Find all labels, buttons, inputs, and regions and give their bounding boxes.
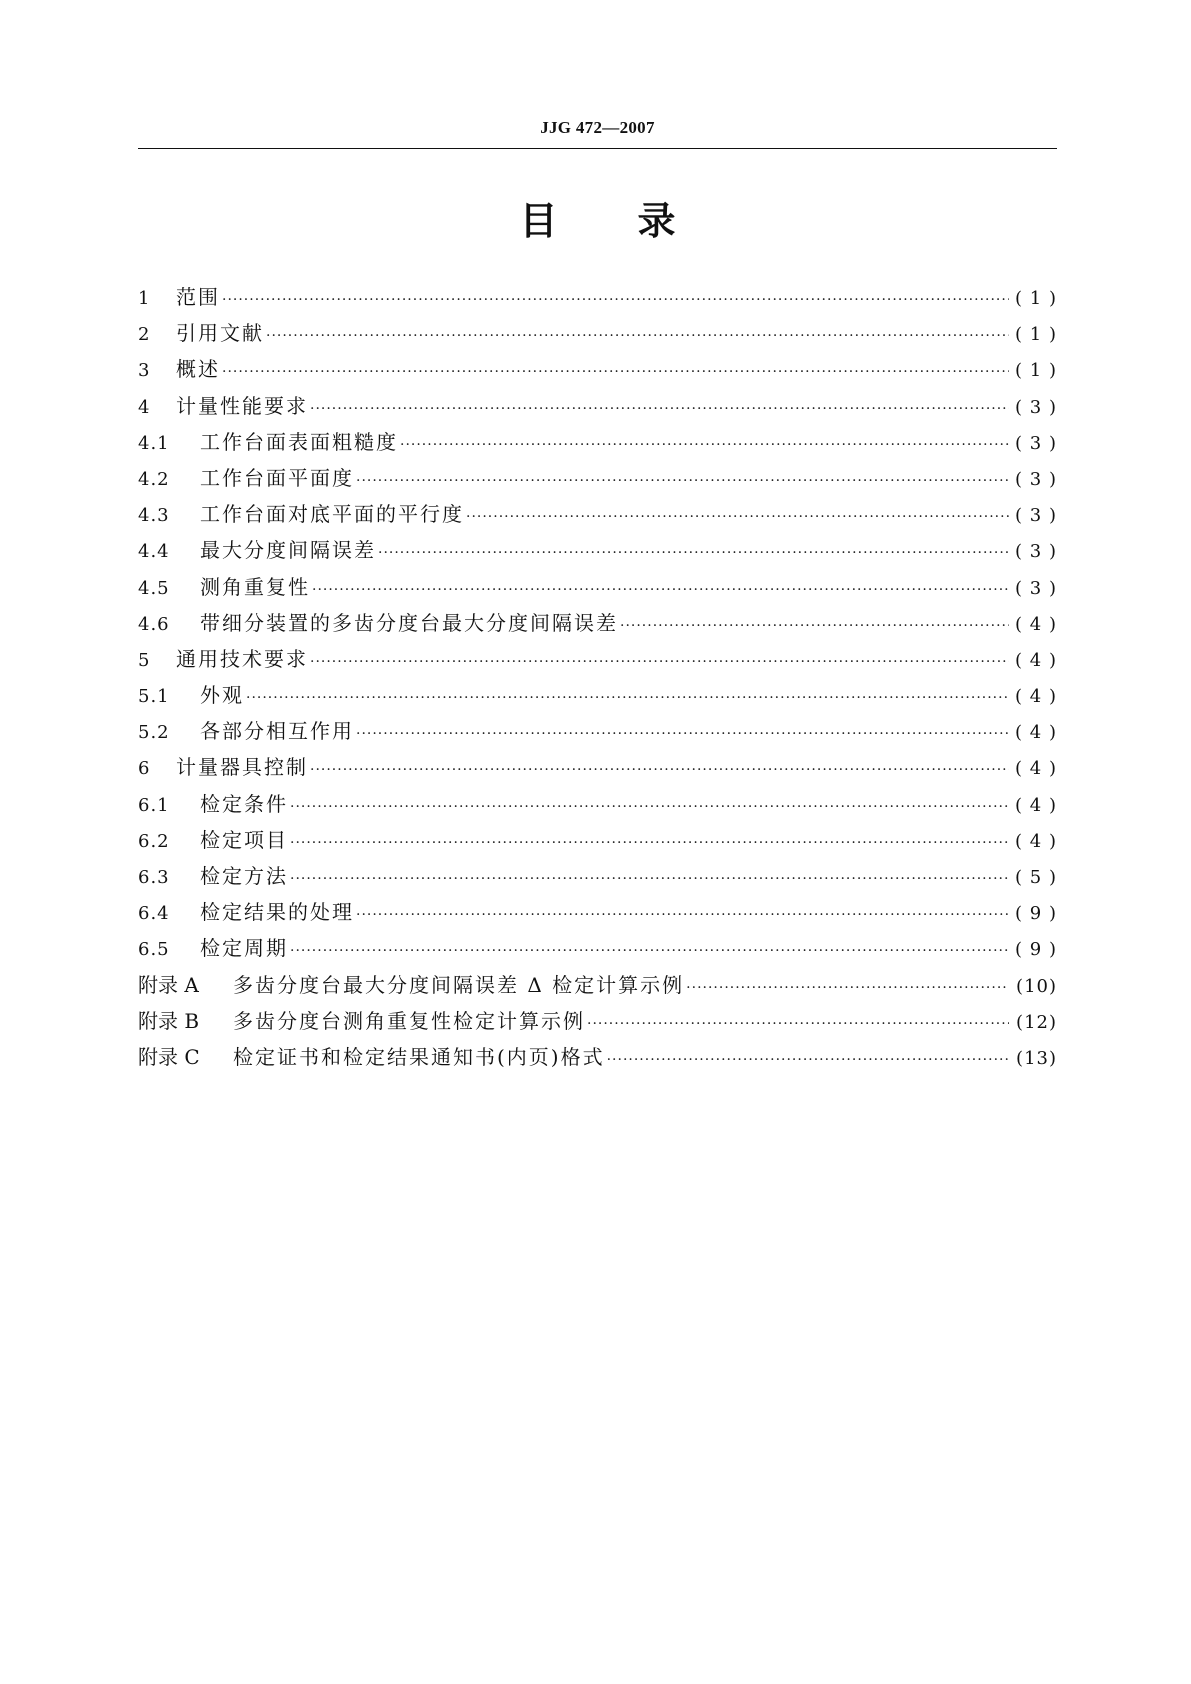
toc-leader-dots [310,391,1009,427]
toc-entry-number: 1 [138,288,151,309]
toc-entry-label: 计量性能要求 [176,393,308,418]
toc-entry-number: 4.1 [138,432,170,454]
toc-entry-label: 带细分装置的多齿分度台最大分度间隔误差 [200,610,618,635]
toc-entry-page: ( 4 ) [1015,722,1057,744]
toc-entry-page: ( 3 ) [1015,505,1057,527]
toc-leader-dots [290,825,1009,861]
toc-entry-label: 工作台面表面粗糙度 [200,429,398,454]
toc-entry-label: 检定结果的处理 [200,900,354,925]
toc-entry-page: ( 3 ) [1015,432,1057,454]
toc-entry-label: 检定周期 [200,936,288,961]
toc-entry-number: 4 [138,396,151,418]
toc-leader-dots [356,463,1009,499]
toc-entry-page: ( 1 ) [1015,324,1057,346]
toc-entry[interactable] [138,569,1057,605]
toc-entry-page: ( 1 ) [1015,360,1057,382]
toc-leader-dots [356,716,1009,752]
toc-entry-page: ( 9 ) [1015,939,1057,961]
toc-leader-dots [607,1042,1009,1078]
toc-entry-number: 6.5 [138,939,170,961]
toc-entry-page: ( 4 ) [1015,830,1057,852]
toc-leader-dots [587,1006,1009,1042]
toc-entry-number: 4.4 [138,541,170,563]
toc-entry[interactable] [138,894,1057,930]
toc-entry-page: (13) [1016,1047,1057,1069]
toc-entry[interactable] [138,460,1057,496]
toc-entry[interactable] [138,424,1057,460]
toc-leader-dots [466,499,1009,535]
toc-entry-number: 3 [138,360,151,382]
toc-leader-dots [266,318,1009,354]
toc-entry-label: 测角重复性 [200,574,310,599]
toc-entry-label: 多齿分度台最大分度间隔误差 Δ 检定计算示例 [233,972,685,997]
toc-entry[interactable] [138,388,1057,424]
toc-entry-label: 概述 [176,357,220,382]
toc-entry[interactable] [138,749,1057,785]
toc-entry-number: 6.2 [138,830,170,852]
toc-entry-page: (12) [1016,1011,1057,1033]
toc-entry[interactable] [138,315,1057,351]
toc-leader-dots [378,535,1009,571]
toc-entry-label: 工作台面平面度 [200,465,354,490]
toc-entry-number: 附录 C [138,1044,200,1069]
header-divider [138,148,1057,149]
toc-entry-page: ( 4 ) [1015,649,1057,671]
toc-entry-label: 最大分度间隔误差 [200,538,376,563]
toc-leader-dots [310,752,1009,788]
toc-entry-number: 6.3 [138,867,170,888]
toc-entry-number: 4.2 [138,468,170,490]
toc-leader-dots [222,282,1009,318]
toc-entry-label: 检定方法 [200,864,288,888]
toc-entry-number: 6.4 [138,903,170,925]
toc-leader-dots [356,897,1009,933]
toc-entry-number: 附录 A [138,972,199,997]
toc-entry-number: 6 [138,758,151,780]
toc-entry[interactable] [138,605,1057,641]
toc-entry-page: ( 1 ) [1015,288,1057,309]
standard-code-header: JJG 472—2007 [540,118,655,137]
toc-entry[interactable] [138,713,1057,749]
toc-leader-dots [290,861,1009,897]
toc-entry-label: 检定证书和检定结果通知书(内页)格式 [233,1044,605,1069]
toc-entry-page: ( 3 ) [1015,468,1057,490]
toc-leader-dots [290,789,1009,825]
toc-entry-number: 4.3 [138,505,170,527]
toc-entry-number: 4.6 [138,613,170,635]
toc-leader-dots [290,933,1009,969]
toc-leader-dots [686,970,1009,1006]
toc-entry-label: 多齿分度台测角重复性检定计算示例 [233,1008,585,1033]
toc-entry-page: (10) [1016,975,1057,997]
toc-leader-dots [310,644,1009,680]
toc-entry-label: 检定项目 [200,827,288,852]
toc-entry-page: ( 4 ) [1015,613,1057,635]
toc-entry-label: 检定条件 [200,791,288,816]
toc-entry-number: 5 [138,649,151,671]
toc-entry-number: 5.1 [138,686,170,708]
toc-entry[interactable] [138,822,1057,858]
toc-entry-number: 5.2 [138,722,170,744]
toc-entry-label: 范围 [176,285,220,309]
toc-entry-page: ( 4 ) [1015,758,1057,780]
toc-entry-label: 外观 [200,683,244,708]
toc-entry[interactable] [138,496,1057,532]
toc-entry-page: ( 3 ) [1015,541,1057,563]
toc-entry[interactable] [138,641,1057,677]
toc-entry-label: 引用文献 [176,321,264,346]
toc-entry-page: ( 9 ) [1015,903,1057,925]
toc-entry-label: 工作台面对底平面的平行度 [200,502,464,527]
toc-entry-page: ( 5 ) [1015,867,1057,888]
toc-entry[interactable] [138,786,1057,822]
toc-entry[interactable] [138,279,1057,315]
toc-entry-appendix[interactable] [138,1039,1057,1075]
toc-leader-dots [312,572,1009,608]
toc-entry-number: 2 [138,324,151,346]
table-of-contents [138,279,1057,1075]
toc-entry-number: 4.5 [138,577,170,599]
toc-entry-page: ( 3 ) [1015,577,1057,599]
toc-entry[interactable] [138,858,1057,894]
toc-leader-dots [246,680,1009,716]
toc-entry-number: 附录 B [138,1008,200,1033]
toc-entry-appendix[interactable] [138,1003,1057,1039]
toc-entry-page: ( 4 ) [1015,686,1057,708]
toc-entry[interactable] [138,532,1057,568]
toc-entry[interactable] [138,351,1057,387]
toc-entry-label: 各部分相互作用 [200,719,354,744]
toc-entry-number: 6.1 [138,794,170,816]
toc-entry[interactable] [138,677,1057,713]
toc-leader-dots [400,427,1009,463]
toc-leader-dots [222,354,1009,390]
toc-entry-page: ( 4 ) [1015,794,1057,816]
toc-entry-page: ( 3 ) [1015,396,1057,418]
toc-entry-label: 计量器具控制 [176,755,308,780]
toc-entry-label: 通用技术要求 [176,646,308,671]
toc-entry-appendix[interactable] [138,967,1057,1003]
toc-entry[interactable] [138,930,1057,966]
toc-title: 目录 [519,199,756,243]
toc-leader-dots [620,608,1009,644]
